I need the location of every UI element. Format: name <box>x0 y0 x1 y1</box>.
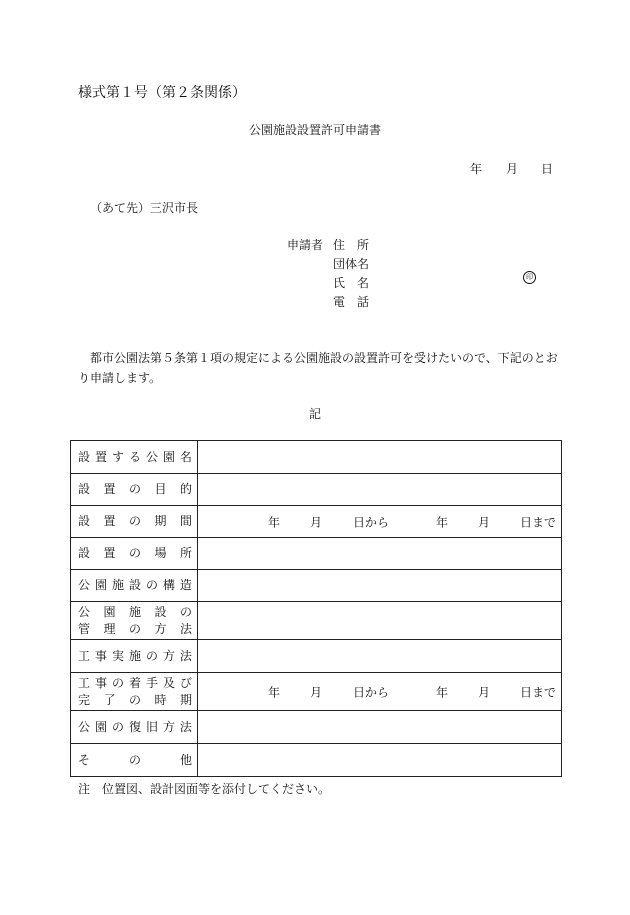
row-value-cell[interactable] <box>198 474 562 506</box>
row-label-cell <box>71 506 198 538</box>
date-range-until: 日まで <box>520 685 557 699</box>
table-row <box>71 673 562 711</box>
table-row <box>71 441 562 474</box>
row-label-cell <box>71 640 198 673</box>
table-row <box>71 474 562 506</box>
row-label-cell <box>71 538 198 570</box>
date-range-month1: 月 <box>310 515 323 529</box>
date-range-month2: 月 <box>478 515 491 529</box>
date-year-label: 年 <box>470 162 483 176</box>
application-table <box>70 440 562 777</box>
date-range-year1: 年 <box>268 685 281 699</box>
row-label-text: そ の 他 <box>78 752 192 767</box>
row-label-cell <box>71 744 198 777</box>
table-row <box>71 711 562 744</box>
date-range-from: 日から <box>353 685 390 699</box>
row-label-cell <box>71 570 198 602</box>
row-label-cell <box>71 711 198 744</box>
attachment-note: 注 位置図、設計図面等を添付してください。 <box>78 782 331 796</box>
table-row <box>71 570 562 602</box>
form-number: 様式第１号（第２条関係） <box>78 85 246 101</box>
date-range-month2: 月 <box>478 685 491 699</box>
date-month-label: 月 <box>506 162 519 176</box>
document-title: 公園施設設置許可申請書 <box>248 123 381 137</box>
row-label-text: 完 了 の 時 期 <box>78 692 192 707</box>
row-label-cell <box>71 474 198 506</box>
row-value-cell[interactable] <box>198 538 562 570</box>
row-value-cell[interactable] <box>198 570 562 602</box>
table-row <box>71 602 562 640</box>
row-label-text: 工 事 実 施 の 方 法 <box>78 648 192 663</box>
table-row <box>71 744 562 777</box>
body-text: 都市公園法第５条第１項の規定による公園施設の設置許可を受けたいので、下記のとおり申請します。 <box>78 351 558 385</box>
row-label-text: 設 置 す る 公 園 名 <box>78 449 192 464</box>
row-value-cell[interactable] <box>198 441 562 474</box>
applicant-label: 申請者 <box>287 238 324 252</box>
row-value-cell[interactable] <box>198 506 562 538</box>
row-label-text: 公 園 の 復 旧 方 法 <box>78 719 192 734</box>
row-label-cell <box>71 602 198 640</box>
date-range-from: 日から <box>353 515 390 529</box>
row-value-cell[interactable] <box>198 640 562 673</box>
row-label-cell <box>71 673 198 711</box>
row-label-text: 設 置 の 目 的 <box>78 482 192 496</box>
row-label-text: 公 園 施 設 の <box>78 604 192 619</box>
row-label-text: 管 理 の 方 法 <box>78 621 192 636</box>
table-row <box>71 506 562 538</box>
date-day-label: 日 <box>541 162 554 176</box>
table-row <box>71 640 562 673</box>
date-range-month1: 月 <box>310 685 323 699</box>
row-value-cell[interactable] <box>198 711 562 744</box>
date-range-until: 日まで <box>520 515 557 529</box>
applicant-address-label: 住 所 <box>333 238 370 252</box>
seal-mark: 印 <box>523 271 536 284</box>
applicant-name-label: 氏 名 <box>333 276 370 290</box>
table-row <box>71 538 562 570</box>
row-value-cell[interactable] <box>198 673 562 711</box>
row-label-text: 工 事 の 着 手 及 び <box>78 675 192 690</box>
row-label-text: 設 置 の 期 間 <box>78 514 192 528</box>
date-range-year2: 年 <box>436 685 449 699</box>
row-value-cell[interactable] <box>198 744 562 777</box>
row-value-cell[interactable] <box>198 602 562 640</box>
date-range-year1: 年 <box>268 515 281 529</box>
applicant-phone-label: 電 話 <box>333 295 370 309</box>
date-range-year2: 年 <box>436 515 449 529</box>
row-label-cell <box>71 441 198 474</box>
row-label-text: 公 園 施 設 の 構 造 <box>78 578 192 592</box>
row-label-text: 設 置 の 場 所 <box>78 546 192 560</box>
addressee: （あて先）三沢市長 <box>90 201 199 215</box>
applicant-organization-label: 団体名 <box>333 257 370 271</box>
ki-heading: 記 <box>308 407 321 421</box>
